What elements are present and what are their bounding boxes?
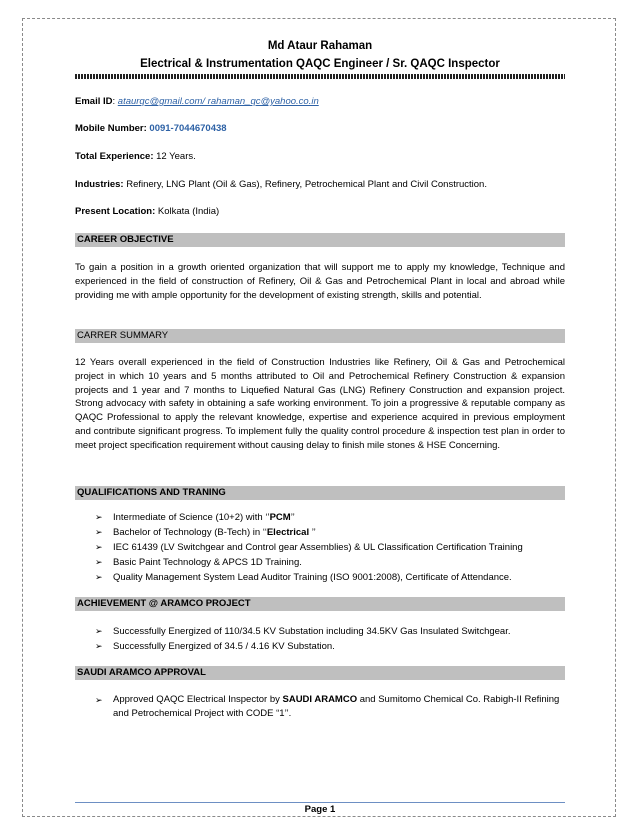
arrow-bullet-icon: ➢ bbox=[95, 626, 103, 636]
list-item: ➢ Quality Management System Lead Auditor Training (ISO 9001:2008), Certificate of Attendance. bbox=[95, 572, 512, 583]
career-objective-heading: CAREER OBJECTIVE bbox=[75, 233, 565, 247]
arrow-bullet-icon: ➢ bbox=[95, 542, 103, 552]
list-item: ➢ Successfully Energized of 34.5 / 4.16 KV Substation. bbox=[95, 641, 335, 652]
career-objective-text: To gain a position in a growth oriented organization that will support me to apply my knowledge, Technique and experienced in the field of construction of Refinery, Oil & Gas and Petrochemical Plant in local and abroad while providing me with ample opportunity for the development of existing strength, skills and potential. bbox=[75, 262, 565, 301]
arrow-bullet-icon: ➢ bbox=[95, 641, 103, 651]
mobile-row bbox=[75, 122, 565, 135]
achievement-list bbox=[95, 624, 565, 654]
arrow-bullet-icon: ➢ bbox=[95, 512, 103, 522]
carrer-summary-heading: CARRER SUMMARY bbox=[75, 329, 565, 343]
email-link[interactable]: ataurqc@gmail.com/ rahaman_qc@yahoo.co.in bbox=[117, 96, 319, 107]
list-item: ➢ Bachelor of Technology (B-Tech) in ‘‘Electrical ’’ bbox=[95, 527, 316, 538]
list-item: ➢ Approved QAQC Electrical Inspector by SAUDI ARAMCO and Sumitomo Chemical Co. Rabigh-II Refining and Petrochemical Project with CODE “1’’. bbox=[95, 694, 560, 719]
qualifications-list bbox=[95, 510, 565, 585]
arrow-bullet-icon: ➢ bbox=[95, 695, 103, 705]
industries-row bbox=[75, 178, 565, 191]
industries-label: Industries: bbox=[75, 179, 124, 190]
page-number: Page 1 bbox=[304, 804, 336, 815]
candidate-role: Electrical & Instrumentation QAQC Engineer / Sr. QAQC Inspector bbox=[140, 58, 500, 70]
candidate-name: Md Ataur Rahaman bbox=[267, 40, 373, 52]
location-row bbox=[75, 205, 565, 218]
experience-label: Total Experience: bbox=[75, 151, 154, 162]
list-item: ➢ Intermediate of Science (10+2) with ‘’PCM’’ bbox=[95, 512, 295, 523]
mobile-label: Mobile Number: bbox=[75, 123, 147, 134]
experience-value: 12 Years. bbox=[156, 151, 196, 162]
list-item: ➢ Successfully Energized of 110/34.5 KV Substation including 34.5KV Gas Insulated Switchgear. bbox=[95, 626, 511, 637]
industries-value: Refinery, LNG Plant (Oil & Gas), Refinery, Petrochemical Plant and Civil Construction. bbox=[126, 179, 487, 190]
list-item: ➢ Basic Paint Technology & APCS 1D Training. bbox=[95, 557, 302, 568]
achievement-heading: ACHIEVEMENT @ ARAMCO PROJECT bbox=[75, 597, 565, 611]
page-footer bbox=[75, 799, 565, 817]
approval-list bbox=[95, 693, 565, 721]
qualifications-heading: QUALIFICATIONS AND TRANING bbox=[75, 486, 565, 500]
header-divider bbox=[75, 74, 565, 79]
arrow-bullet-icon: ➢ bbox=[95, 557, 103, 567]
location-label: Present Location: bbox=[75, 206, 156, 217]
experience-row bbox=[75, 150, 565, 163]
location-value: Kolkata (India) bbox=[157, 206, 220, 217]
carrer-summary-text: 12 Years overall experienced in the field of Construction Industries like Refinery, Oil & Gas and Petrochemical project in which 10 years and 5 months attributed to Oil and Petrochemical Refinery Construction & expansion projects and 1 year and 7 months to Liquefied Natural Gas (LNG) Refinery Construction and expansion project. Strong advocacy with safety in obtaining a safe working environment. To join a progressive & reputable company as QAQC Professional to apply the relevant knowledge, expertise and experience acquired in previous employment and contribute significant progress. To implement fully the quality control procedure & inspection test plan in order to meet project specification requirement without causing delay to finish mile stones & HSE Concerning. bbox=[75, 357, 565, 451]
email-label: Email ID bbox=[75, 96, 113, 107]
arrow-bullet-icon: ➢ bbox=[95, 572, 103, 582]
list-item: ➢ IEC 61439 (LV Switchgear and Control gear Assemblies) & UL Classification Certification Training bbox=[95, 542, 523, 553]
approval-heading: SAUDI ARAMCO APPROVAL bbox=[75, 666, 565, 680]
mobile-value: 0091-7044670438 bbox=[149, 123, 227, 134]
email-row: Email ID: ataurqc@gmail.com/ rahaman_qc@yahoo.co.in bbox=[75, 96, 319, 107]
arrow-bullet-icon: ➢ bbox=[95, 527, 103, 537]
